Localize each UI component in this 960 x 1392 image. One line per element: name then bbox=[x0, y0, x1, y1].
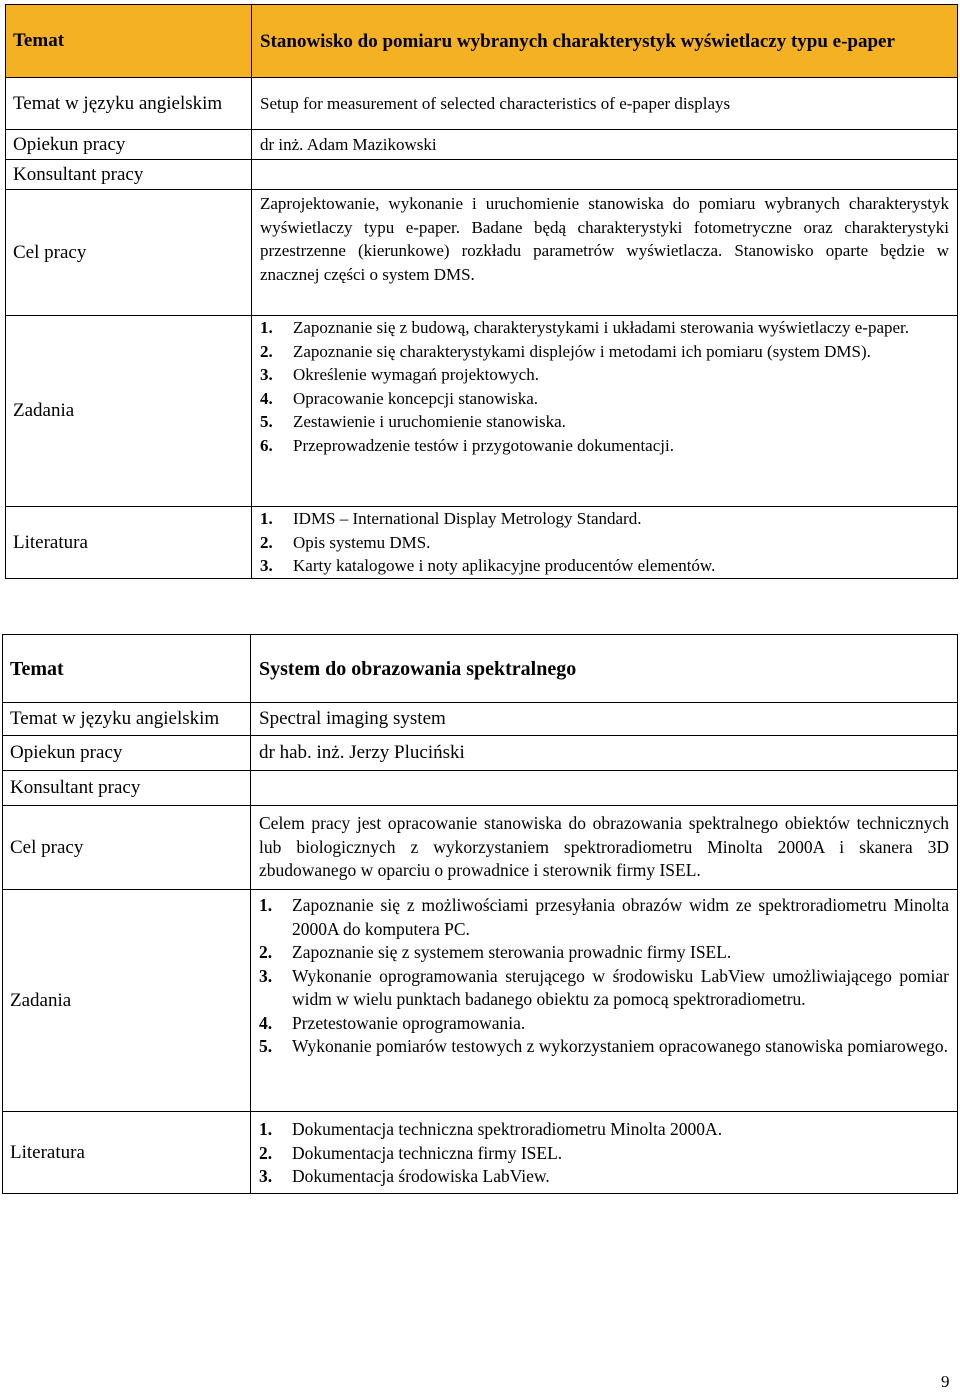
list-item-text: Dokumentacja techniczna spektroradiometru Minolta 2000A. bbox=[292, 1119, 723, 1139]
tasks-list bbox=[260, 316, 949, 457]
list-item bbox=[259, 1142, 949, 1166]
list-item bbox=[260, 531, 949, 555]
label-temat: Temat bbox=[3, 635, 251, 703]
list-item-number: 1. bbox=[260, 318, 273, 337]
supervisor-name: dr hab. inż. Jerzy Pluciński bbox=[251, 736, 958, 771]
list-item-text: Określenie wymagań projektowych. bbox=[293, 365, 539, 384]
tasks-list bbox=[259, 894, 949, 1059]
list-item-number: 3. bbox=[260, 365, 273, 384]
list-item-text: IDMS – International Display Metrology Standard. bbox=[293, 509, 642, 528]
supervisor-name: dr inż. Adam Mazikowski bbox=[252, 130, 958, 160]
label-temat-en: Temat w języku angielskim bbox=[3, 703, 251, 736]
list-item-text: Zapoznanie się z możliwościami przesyłania obrazów widm ze spektroradiometru Minolta 2000A do komputera PC. bbox=[292, 895, 949, 939]
list-item-number: 2. bbox=[259, 1142, 273, 1163]
list-item-text: Zapoznanie się z systemem sterowania prowadnic firmy ISEL. bbox=[292, 942, 732, 962]
list-item-text: Wykonanie pomiarów testowych z wykorzystaniem opracowanego stanowiska pomiarowego. bbox=[292, 1036, 948, 1056]
list-item bbox=[260, 316, 949, 340]
thesis-title: Stanowisko do pomiaru wybranych charakterystyk wyświetlaczy typu e-paper bbox=[252, 5, 958, 78]
list-item-number: 2. bbox=[259, 942, 273, 962]
label-zadania: Zadania bbox=[6, 316, 252, 507]
thesis-title-en: Spectral imaging system bbox=[251, 703, 958, 736]
consultant-name bbox=[252, 160, 958, 190]
label-temat: Temat bbox=[6, 5, 252, 78]
list-item bbox=[259, 941, 949, 965]
list-item bbox=[260, 554, 949, 578]
list-item bbox=[260, 434, 949, 458]
list-item-text: Przeprowadzenie testów i przygotowanie dokumentacji. bbox=[293, 435, 674, 455]
list-item-text: Opracowanie koncepcji stanowiska. bbox=[293, 388, 538, 408]
label-konsultant: Konsultant pracy bbox=[3, 771, 251, 806]
tasks-cell bbox=[251, 890, 958, 1112]
literature-list bbox=[260, 507, 949, 578]
thesis-title-en: Setup for measurement of selected characteristics of e-paper displays bbox=[252, 78, 958, 130]
tasks-cell bbox=[252, 316, 958, 507]
list-item-number: 2. bbox=[260, 341, 273, 361]
thesis-goal: Celem pracy jest opracowanie stanowiska do obrazowania spektralnego obiektów technicznych lub biologicznych z wykorzystaniem spektroradiometru Minolta 2000A i skanera 3D zbudowanego w oparciu o prowadnice i sterownik firmy ISEL. bbox=[251, 806, 958, 890]
thesis-goal: Zaprojektowanie, wykonanie i uruchomienie stanowiska do pomiaru wybranych charakterystyk wyświetlaczy typu e-paper. Badane będą charakterystyki fotometryczne oraz charakterystyki przestrzenne (kierunkowe) rozkładu parametrów wyświetlacza. Stanowisko oparte będzie w znacznej części o system DMS. bbox=[252, 190, 958, 316]
list-item-text: Karty katalogowe i noty aplikacyjne producentów elementów. bbox=[293, 556, 716, 575]
list-item bbox=[260, 410, 949, 434]
list-item-text: Przetestowanie oprogramowania. bbox=[292, 1012, 526, 1033]
label-literatura: Literatura bbox=[6, 507, 252, 579]
list-item bbox=[260, 363, 949, 387]
literature-cell bbox=[251, 1112, 958, 1194]
list-item-text: Zapoznanie się charakterystykami displejów i metodami ich pomiaru (system DMS). bbox=[293, 341, 871, 361]
label-opiekun: Opiekun pracy bbox=[3, 736, 251, 771]
label-konsultant: Konsultant pracy bbox=[6, 160, 252, 190]
list-item bbox=[260, 340, 949, 364]
consultant-name bbox=[251, 771, 958, 806]
list-item-number: 4. bbox=[260, 388, 273, 408]
list-item bbox=[259, 1035, 949, 1059]
label-opiekun: Opiekun pracy bbox=[6, 130, 252, 160]
list-item-number: 1. bbox=[260, 509, 273, 528]
list-item-text: Dokumentacja środowiska LabView. bbox=[292, 1166, 550, 1186]
list-item-text: Wykonanie oprogramowania sterującego w środowisku LabView umożliwiającego pomiar widm w wielu punktach badanego obiektu za pomocą spektroradiometru. bbox=[292, 965, 949, 1009]
label-literatura: Literatura bbox=[3, 1112, 251, 1194]
thesis-table-2 bbox=[2, 634, 958, 1194]
list-item-number: 2. bbox=[260, 532, 273, 552]
list-item-number: 5. bbox=[260, 412, 273, 431]
list-item-text: Dokumentacja techniczna firmy ISEL. bbox=[292, 1142, 563, 1163]
list-item-text: Zestawienie i uruchomienie stanowiska. bbox=[293, 412, 566, 431]
label-temat-en: Temat w języku angielskim bbox=[6, 78, 252, 130]
thesis-title: System do obrazowania spektralnego bbox=[251, 635, 958, 703]
list-item bbox=[259, 894, 949, 941]
list-item-number: 4. bbox=[259, 1012, 273, 1033]
list-item bbox=[260, 507, 949, 531]
list-item-number: 1. bbox=[259, 1119, 273, 1139]
list-item bbox=[259, 1118, 949, 1142]
page-number: 9 bbox=[941, 1372, 950, 1391]
list-item bbox=[259, 965, 949, 1012]
thesis-table-1 bbox=[5, 4, 958, 579]
list-item-text: Zapoznanie się z budową, charakterystykami i układami sterowania wyświetlaczy e-paper. bbox=[293, 318, 910, 337]
list-item-number: 3. bbox=[259, 965, 273, 986]
list-item-number: 3. bbox=[259, 1166, 273, 1186]
list-item bbox=[260, 387, 949, 411]
literature-cell bbox=[252, 507, 958, 579]
list-item bbox=[259, 1165, 949, 1189]
list-item-number: 5. bbox=[259, 1036, 273, 1056]
label-cel: Cel pracy bbox=[6, 190, 252, 316]
list-item-number: 1. bbox=[259, 895, 273, 915]
literature-list bbox=[259, 1118, 949, 1189]
label-zadania: Zadania bbox=[3, 890, 251, 1112]
label-cel: Cel pracy bbox=[3, 806, 251, 890]
list-item-text: Opis systemu DMS. bbox=[293, 532, 431, 552]
list-item-number: 3. bbox=[260, 556, 273, 575]
list-item bbox=[259, 1012, 949, 1036]
list-item-number: 6. bbox=[260, 435, 273, 455]
